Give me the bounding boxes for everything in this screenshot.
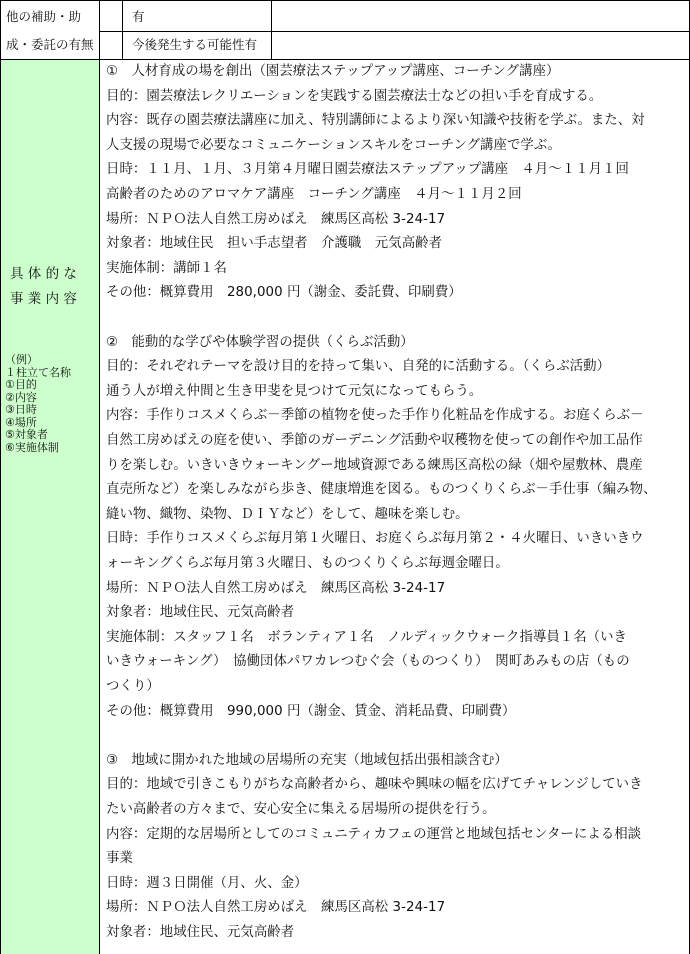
content-line: 目的：それぞれテーマを設け目的を持って集い、自発的に活動する。（くらぶ活動） <box>106 359 611 375</box>
section-heading: ③ 地域に開かれた地域の居場所の充実（地域包括出張相談含む） <box>106 752 508 768</box>
table-border <box>99 31 690 32</box>
subsidy-label-line2: 成・委託の有無 <box>6 37 94 52</box>
content-line: 目的：園芸療法レクリエーションを実践する園芸療法士などの担い手を育成する。 <box>106 88 603 104</box>
subsidy-label-line1: 他の補助・助 <box>6 9 82 24</box>
table-border <box>0 59 690 60</box>
content-line: 事業 <box>106 851 133 867</box>
side-label-line1: 具 体 的 な <box>10 266 77 282</box>
side-label-line2: 事 業 内 容 <box>10 291 77 307</box>
content-line: 縫い物、織物、染物、ＤＩＹなど）をして、趣味を楽しむ。 <box>106 506 469 522</box>
content-line: 対象者：地域住民 担い手志望者 介護職 元気高齢者 <box>106 236 443 252</box>
content-line: 内容：手作りコスメくらぶ－季節の植物を使った手作り化粧品を作成する。お庭くらぶ－ <box>106 408 644 424</box>
content-line: 通う人が増え仲間と生き甲斐を見つけて元気になってもらう。 <box>106 383 483 399</box>
section-heading: ② 能動的な学びや体験学習の提供（くらぶ活動） <box>106 334 414 350</box>
example-line: ⑤対象者 <box>5 428 48 441</box>
table-border <box>122 0 123 60</box>
option-yes: 有 <box>132 9 145 24</box>
content-line: 対象者：地域住民、元気高齢者 <box>106 605 295 621</box>
example-line: ②内容 <box>5 390 37 404</box>
content-line: ォーキングくらぶ毎月第３火曜日、ものつくりくらぶ毎週金曜日。 <box>106 556 509 571</box>
table-border <box>271 0 272 60</box>
content-line: 直売所など）を楽しみながら歩き、健康増進を図る。ものつくりくらぶ－手仕事（編み物、 <box>106 482 657 498</box>
example-line: （例） <box>5 353 38 366</box>
content-line: 場所：ＮＰＯ法人自然工房めばえ 練馬区高松 3-24-17 <box>106 900 446 916</box>
content-line: 自然工房めばえの庭を使い、季節のガーデニング活動や収穫物を使っての創作や加工品作 <box>106 433 643 448</box>
content-line: 日時：週３日開催（月、火、金） <box>106 875 308 891</box>
content-line: たい高齢者の方々まで、安心安全に集える居場所の提供を行う。 <box>106 802 496 817</box>
content-line: 場所：ＮＰＯ法人自然工房めばえ 練馬区高松 3-24-17 <box>106 580 446 596</box>
example-line: ⑥実施体制 <box>5 440 59 454</box>
example-line: ①目的 <box>5 378 37 391</box>
content-line: 日時：手作りコスメくらぶ毎月第１火曜日、お庭くらぶ毎月第２・４火曜日、いきいきウ <box>106 531 644 547</box>
section-heading: ① 人材育成の場を創出（園芸療法ステップアップ講座、コーチング講座） <box>106 64 560 79</box>
example-line: １柱立て名称 <box>5 365 71 379</box>
content-line: 高齢者のためのアロマケア講座 コーチング講座 ４月～１１月２回 <box>106 187 522 202</box>
option-possible: 今後発生する可能性有 <box>132 37 258 52</box>
content-line: つくり） <box>106 679 160 694</box>
table-border <box>0 0 690 1</box>
content-line: 日時：１１月、１月、３月第４月曜日園芸療法ステップアップ講座 ４月～１１月１回 <box>106 162 629 178</box>
content-line: りを楽しむ。いきいきウォーキングー地域資源である練馬区高松の緑（畑や屋敷林、農産 <box>106 457 643 473</box>
content-line: その他：概算費用 280,000 円（謝金、委託費、印刷費） <box>106 285 462 301</box>
label-cell-background <box>0 60 99 954</box>
table-border <box>0 0 1 954</box>
content-line: 実施体制：スタッフ１名 ボランティア１名 ノルディックウォーク指導員１名（いき <box>106 629 627 645</box>
table-border <box>99 0 100 954</box>
content-line: 内容：定期的な居場所としてのコミュニティカフェの運営と地域包括センターによる相談 <box>106 826 642 842</box>
content-line: 内容：既存の園芸療法講座に加え、特別講師によるより深い知識や技術を学ぶ。また、対 <box>106 113 645 129</box>
content-line: いきウォーキング） 協働団体パワカレつむぐ会（ものつくり） 関町あみもの店（もの <box>106 654 630 670</box>
content-line: 実施体制：講師１名 <box>106 260 227 276</box>
content-line: 場所：ＮＰＯ法人自然工房めばえ 練馬区高松 3-24-17 <box>106 211 446 227</box>
content-line: 人支援の現場で必要なコミュニケーションスキルをコーチング講座で学ぶ。 <box>106 137 561 153</box>
content-line: その他：概算費用 990,000 円（謝金、賃金、消耗品費、印刷費） <box>106 703 516 719</box>
example-line: ③日時 <box>5 403 37 416</box>
example-line: ④場所 <box>5 415 37 429</box>
content-line: 対象者：地域住民、元気高齢者 <box>106 925 295 940</box>
content-line: 目的：地域で引きこもりがちな高齢者から、趣味や興味の幅を広げてチャレンジしていき <box>106 777 643 793</box>
